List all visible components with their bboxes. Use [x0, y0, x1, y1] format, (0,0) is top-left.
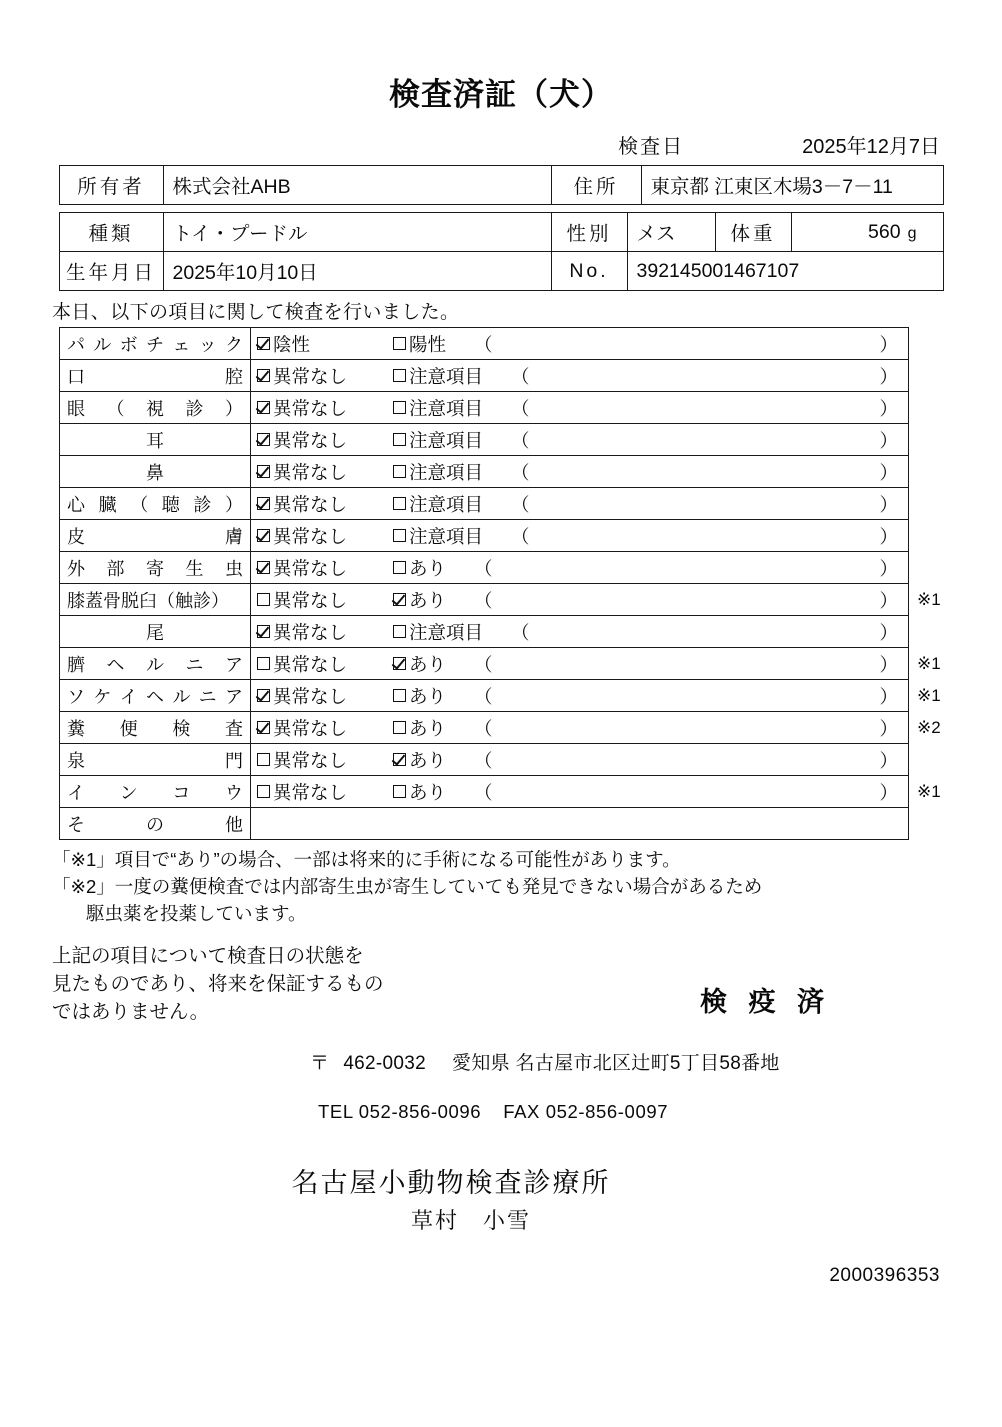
inspection-items-section	[59, 327, 943, 840]
remark-paren-open: （	[511, 621, 530, 643]
item-label-char: ソ	[67, 686, 85, 707]
checkbox-icon[interactable]	[393, 785, 406, 798]
checkbox-icon[interactable]	[393, 369, 406, 382]
option-abnormal[interactable]	[393, 683, 446, 709]
table-row	[60, 520, 909, 552]
quarantine-stamp: 検 疫 済	[700, 986, 832, 1017]
table-row	[59, 166, 943, 205]
item-label	[60, 744, 251, 776]
checkbox-checked-icon[interactable]	[257, 337, 270, 350]
sex-value: メス	[627, 213, 715, 252]
checkbox-checked-icon[interactable]	[257, 497, 270, 510]
item-label-char: 査	[224, 718, 243, 739]
item-label-char: 聴	[161, 494, 180, 515]
option-abnormal[interactable]	[393, 555, 446, 581]
item-label-char: ル	[146, 654, 164, 675]
option-normal[interactable]	[257, 331, 393, 357]
option-label: 異常なし	[273, 493, 348, 515]
remark-paren-close: ）	[879, 557, 898, 579]
item-label-char: 鼻	[146, 462, 164, 483]
clinic-zip: 462-0032	[343, 1052, 427, 1074]
footnote-marker: ※1	[917, 781, 941, 801]
item-label-char: の	[146, 814, 164, 835]
checkbox-icon[interactable]	[393, 401, 406, 414]
remark-paren-open: （	[511, 397, 530, 419]
checkbox-icon[interactable]	[393, 337, 406, 350]
weight-value: 560	[868, 220, 901, 243]
disclaimer-line-2: 見たものであり、将来を保証するもの	[52, 972, 384, 995]
item-label	[60, 456, 251, 488]
page-title: 検査済証（犬）	[389, 77, 613, 112]
option-label: 異常なし	[273, 589, 348, 611]
item-options	[251, 328, 909, 360]
table-row	[60, 328, 909, 360]
item-label-char: 尾	[146, 622, 164, 643]
remark-paren-close: ）	[879, 333, 898, 355]
item-label-char: チ	[145, 334, 164, 355]
remark-paren-open: （	[474, 557, 493, 579]
remark-paren-close: ）	[879, 397, 898, 419]
item-label-char: 検	[172, 718, 191, 739]
disclaimer	[52, 942, 384, 1026]
option-abnormal[interactable]	[393, 331, 446, 357]
disclaimer-stamp-area	[0, 942, 1002, 1042]
option-normal[interactable]	[257, 683, 393, 709]
remark-paren-close: ）	[879, 429, 898, 451]
checkbox-icon[interactable]	[393, 561, 406, 574]
option-normal[interactable]	[257, 587, 393, 613]
table-row	[60, 712, 909, 744]
item-label-char: 他	[225, 814, 243, 835]
item-options	[251, 552, 909, 584]
examiner-name: 草村 小雪	[410, 1207, 531, 1233]
item-label-char: 耳	[146, 430, 164, 451]
checkbox-icon[interactable]	[393, 433, 406, 446]
weight-unit: g	[907, 224, 917, 242]
item-options	[251, 648, 909, 680]
option-label: 異常なし	[273, 781, 348, 803]
option-label: あり	[409, 717, 447, 739]
table-row	[60, 584, 909, 616]
option-label: 注意項目	[409, 461, 484, 483]
option-label: 異常なし	[273, 525, 348, 547]
table-row	[60, 680, 909, 712]
item-label-char: ル	[172, 686, 191, 707]
option-abnormal[interactable]	[393, 491, 483, 517]
breed-label: 種類	[59, 213, 163, 252]
item-label-char: ア	[224, 686, 243, 707]
item-label-char: 部	[106, 558, 125, 579]
option-label: 異常なし	[273, 429, 348, 451]
item-label-char: 糞	[67, 718, 85, 739]
checkbox-icon[interactable]	[393, 625, 406, 638]
breed-value: トイ・プードル	[163, 213, 551, 252]
remark-paren-open: （	[511, 493, 530, 515]
item-label-char: ニ	[185, 654, 204, 675]
checkbox-icon[interactable]	[257, 657, 270, 670]
remark-paren-open: （	[511, 429, 530, 451]
item-options	[251, 776, 909, 808]
item-label	[60, 488, 251, 520]
clinic-fax: FAX 052-856-0097	[503, 1100, 669, 1122]
table-row	[60, 360, 909, 392]
checkbox-checked-icon[interactable]	[257, 529, 270, 542]
remark-paren-open: （	[474, 781, 493, 803]
table-row	[60, 776, 909, 808]
remark-paren-close: ）	[879, 685, 898, 707]
item-label-char: 診	[193, 494, 212, 515]
checkbox-checked-icon[interactable]	[257, 721, 270, 734]
item-label-char: ル	[93, 334, 112, 355]
clinic-name: 名古屋小動物検査診療所	[291, 1167, 611, 1198]
item-label-char: 口	[67, 366, 85, 387]
clinic-contact-line	[0, 1101, 1002, 1123]
item-label	[60, 648, 251, 680]
option-label: 異常なし	[273, 685, 348, 707]
footnotes	[52, 847, 1002, 927]
option-abnormal[interactable]	[393, 619, 483, 645]
option-label: 異常なし	[273, 653, 348, 675]
remark-paren-open: （	[474, 685, 493, 707]
option-label: 注意項目	[409, 525, 484, 547]
address-label: 住所	[551, 166, 641, 205]
remark-paren-close: ）	[879, 621, 898, 643]
option-label: あり	[409, 653, 447, 675]
checkbox-icon[interactable]	[393, 497, 406, 510]
checkbox-icon[interactable]	[393, 721, 406, 734]
item-label	[60, 328, 251, 360]
item-label-char: 腔	[225, 366, 243, 387]
footnote-1: 「※1」項目で“あり”の場合、一部は将来的に手術になる可能性があります。	[52, 849, 681, 871]
checkbox-checked-icon[interactable]	[257, 561, 270, 574]
option-normal[interactable]	[257, 363, 393, 389]
footnote-2: 「※2」一度の糞便検査では内部寄生虫が寄生していても発見できない場合があるため	[52, 875, 763, 897]
remark-paren-close: ）	[879, 653, 898, 675]
option-label: 陰性	[273, 333, 311, 355]
option-label: 陽性	[409, 333, 447, 355]
option-abnormal[interactable]	[393, 395, 483, 421]
item-label-char: ッ	[198, 334, 217, 355]
checkbox-checked-icon[interactable]	[393, 593, 406, 606]
remark-paren-open: （	[474, 333, 493, 355]
owner-info-table	[59, 165, 944, 205]
item-label	[60, 360, 251, 392]
item-options	[251, 488, 909, 520]
option-abnormal[interactable]	[393, 715, 446, 741]
item-label-char: 生	[185, 558, 204, 579]
table-row	[60, 648, 909, 680]
option-label: 異常なし	[273, 717, 348, 739]
inspection-date-value: 2025年12月7日	[802, 136, 940, 159]
option-normal[interactable]	[257, 651, 393, 677]
remark-paren-open: （	[511, 461, 530, 483]
remark-paren-open: （	[474, 653, 493, 675]
option-normal[interactable]	[257, 555, 393, 581]
no-value: 392145001467107	[627, 252, 943, 291]
option-label: 異常なし	[273, 365, 348, 387]
item-label-char: イ	[119, 686, 138, 707]
item-label-char: 外	[67, 558, 85, 579]
option-label: 注意項目	[409, 621, 484, 643]
item-label-char: ヘ	[106, 654, 125, 675]
item-label-char: 寄	[146, 558, 164, 579]
item-label-char: ウ	[224, 782, 243, 803]
item-label-char: コ	[172, 782, 191, 803]
birthdate-value: 2025年10月10日	[163, 252, 551, 291]
item-label-char: 視	[146, 398, 164, 419]
weight-value-cell	[791, 213, 943, 252]
disclaimer-line-3: ではありません。	[52, 1000, 210, 1023]
option-normal[interactable]	[257, 427, 393, 453]
checkbox-icon[interactable]	[257, 785, 270, 798]
table-row	[60, 488, 909, 520]
option-label: 異常なし	[273, 461, 348, 483]
footnote-marker: ※1	[917, 589, 941, 609]
checkbox-checked-icon[interactable]	[257, 625, 270, 638]
remark-paren-close: ）	[879, 525, 898, 547]
table-row	[60, 552, 909, 584]
inspection-date-row	[0, 130, 940, 159]
checkbox-checked-icon[interactable]	[257, 433, 270, 446]
option-abnormal[interactable]	[393, 363, 483, 389]
option-normal[interactable]	[257, 715, 393, 741]
sex-label: 性別	[551, 213, 627, 252]
option-normal[interactable]	[257, 779, 393, 805]
item-label-char: ）	[224, 494, 243, 515]
footnote-marker: ※1	[917, 653, 941, 673]
item-label	[60, 712, 251, 744]
item-label	[60, 552, 251, 584]
checkbox-checked-icon[interactable]	[257, 401, 270, 414]
remark-paren-close: ）	[879, 365, 898, 387]
option-normal[interactable]	[257, 459, 393, 485]
item-label-char: ク	[224, 334, 243, 355]
item-label	[60, 616, 251, 648]
item-label-char: （	[130, 494, 149, 515]
item-label	[60, 520, 251, 552]
option-normal[interactable]	[257, 523, 393, 549]
postal-mark-icon: 〒	[310, 1052, 330, 1074]
table-row	[60, 744, 909, 776]
remark-paren-open: （	[511, 525, 530, 547]
checkbox-icon[interactable]	[257, 753, 270, 766]
table-row	[59, 213, 943, 252]
item-options	[251, 360, 909, 392]
item-label-char: ケ	[93, 686, 112, 707]
item-options	[251, 680, 909, 712]
remark-paren-close: ）	[879, 461, 898, 483]
footnote-marker: ※1	[917, 685, 941, 705]
checkbox-icon[interactable]	[393, 529, 406, 542]
item-label	[60, 808, 251, 840]
option-label: 注意項目	[409, 493, 484, 515]
item-label-char: 眼	[67, 398, 85, 419]
option-label: 注意項目	[409, 429, 484, 451]
item-label-char: 診	[185, 398, 204, 419]
owner-label: 所有者	[59, 166, 163, 205]
table-row	[60, 424, 909, 456]
item-label	[60, 424, 251, 456]
checkbox-checked-icon[interactable]	[393, 657, 406, 670]
option-label: あり	[409, 589, 447, 611]
item-label	[60, 584, 251, 616]
checkbox-checked-icon[interactable]	[257, 689, 270, 702]
item-label-char: 膚	[225, 526, 243, 547]
item-label-char: 臍	[67, 654, 85, 675]
table-row	[60, 456, 909, 488]
item-options	[251, 584, 909, 616]
item-label-char: ）	[225, 398, 243, 419]
item-label-char: 皮	[67, 526, 85, 547]
animal-info-table	[59, 212, 944, 291]
option-label: あり	[409, 749, 447, 771]
checkbox-icon[interactable]	[393, 465, 406, 478]
item-label-char: ニ	[198, 686, 217, 707]
remark-paren-close: ）	[879, 589, 898, 611]
item-options	[251, 520, 909, 552]
clinic-address-line	[0, 1048, 1002, 1075]
item-label	[60, 776, 251, 808]
table-row	[60, 808, 909, 840]
no-label: No.	[551, 252, 627, 291]
option-label: あり	[409, 685, 447, 707]
item-label-char: 泉	[67, 750, 85, 771]
item-label	[60, 680, 251, 712]
checkbox-checked-icon[interactable]	[257, 465, 270, 478]
remark-paren-open: （	[511, 365, 530, 387]
option-label: 異常なし	[273, 621, 348, 643]
item-options	[251, 616, 909, 648]
option-abnormal[interactable]	[393, 779, 446, 805]
item-options	[251, 456, 909, 488]
option-normal[interactable]	[257, 747, 393, 773]
table-row	[60, 392, 909, 424]
item-label-char: 臓	[98, 494, 117, 515]
remark-paren-open: （	[474, 589, 493, 611]
item-label-char: 便	[119, 718, 138, 739]
footnote-marker: ※2	[917, 717, 941, 737]
remark-paren-close: ）	[879, 717, 898, 739]
option-abnormal[interactable]	[393, 587, 446, 613]
birthdate-label: 生年月日	[59, 252, 163, 291]
item-label	[60, 392, 251, 424]
option-abnormal[interactable]	[393, 747, 446, 773]
option-label: 異常なし	[273, 557, 348, 579]
table-row	[60, 616, 909, 648]
lead-sentence: 本日、以下の項目に関して検査を行いました。	[52, 302, 460, 324]
weight-label: 体重	[715, 213, 791, 252]
remark-paren-close: ）	[879, 493, 898, 515]
owner-value: 株式会社AHB	[163, 166, 551, 205]
option-abnormal[interactable]	[393, 459, 483, 485]
item-label-char: 心	[67, 494, 85, 515]
table-row	[59, 252, 943, 291]
option-normal[interactable]	[257, 491, 393, 517]
item-label-char: （	[106, 398, 125, 419]
remark-paren-open: （	[474, 717, 493, 739]
reference-number: 2000396353	[829, 1264, 940, 1286]
option-label: 異常なし	[273, 397, 348, 419]
item-label-char: イ	[67, 782, 85, 803]
item-options	[251, 808, 909, 840]
item-label-char: ボ	[119, 334, 138, 355]
remark-paren-open: （	[474, 749, 493, 771]
item-label-char: 膝蓋骨脱臼（触診）	[67, 590, 229, 611]
address-value: 東京都 江東区木場3－7－11	[641, 166, 943, 205]
checkbox-checked-icon[interactable]	[393, 753, 406, 766]
inspection-date-label: 検査日	[618, 136, 685, 159]
inspection-items-table	[59, 327, 909, 840]
checkbox-icon[interactable]	[257, 593, 270, 606]
item-options	[251, 424, 909, 456]
clinic-address: 愛知県 名古屋市北区辻町5丁目58番地	[452, 1052, 780, 1074]
option-abnormal[interactable]	[393, 651, 446, 677]
item-options	[251, 392, 909, 424]
item-label-char: ヘ	[145, 686, 164, 707]
item-options	[251, 712, 909, 744]
disclaimer-line-1: 上記の項目について検査日の状態を	[52, 944, 364, 967]
option-label: あり	[409, 781, 447, 803]
item-label-char: パ	[67, 334, 85, 355]
footnote-2-cont: 駆虫薬を投薬しています。	[86, 902, 307, 924]
remark-paren-close: ）	[879, 749, 898, 771]
option-normal[interactable]	[257, 619, 393, 645]
option-label: 異常なし	[273, 749, 348, 771]
remark-paren-close: ）	[879, 781, 898, 803]
checkbox-checked-icon[interactable]	[257, 369, 270, 382]
item-label-char: ア	[225, 654, 243, 675]
item-label-char: そ	[67, 814, 85, 835]
option-abnormal[interactable]	[393, 523, 483, 549]
item-label-char: ェ	[172, 334, 191, 355]
option-label: 注意項目	[409, 397, 484, 419]
option-normal[interactable]	[257, 395, 393, 421]
item-options	[251, 744, 909, 776]
item-label-char: ン	[119, 782, 138, 803]
option-label: あり	[409, 557, 447, 579]
option-abnormal[interactable]	[393, 427, 483, 453]
clinic-tel: TEL 052-856-0096	[318, 1100, 482, 1122]
option-label: 注意項目	[409, 365, 484, 387]
item-label-char: 虫	[225, 558, 243, 579]
item-label-char: 門	[225, 750, 243, 771]
checkbox-icon[interactable]	[393, 689, 406, 702]
